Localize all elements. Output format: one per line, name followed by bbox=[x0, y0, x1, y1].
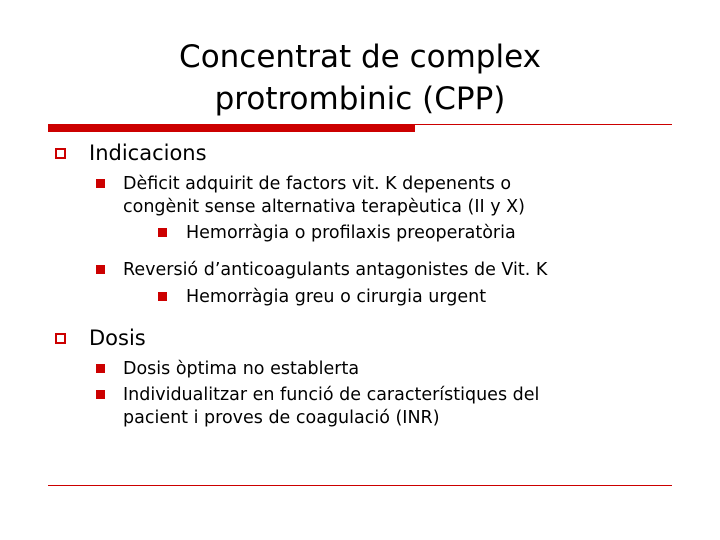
title-divider-thick bbox=[48, 124, 415, 132]
bullet-text-line: congènit sense alternativa terapèutica (II y X) bbox=[123, 197, 525, 217]
title-line-2: protrombinic (CPP) bbox=[214, 81, 506, 117]
section-heading-dosis: Dosis bbox=[89, 326, 146, 350]
title-line-1: Concentrat de complex bbox=[179, 39, 541, 75]
filled-square-bullet-icon bbox=[96, 179, 105, 188]
bullet-text-line: pacient i proves de coagulació (INR) bbox=[123, 408, 440, 428]
filled-square-bullet-icon bbox=[158, 228, 167, 237]
filled-square-bullet-icon bbox=[158, 292, 167, 301]
bullet-text-line: Dosis òptima no establerta bbox=[123, 359, 360, 379]
title-divider-thin bbox=[415, 124, 672, 125]
section-heading-indicacions: Indicacions bbox=[89, 141, 207, 165]
sub-bullet-text: Hemorràgia greu o cirurgia urgent bbox=[186, 287, 487, 307]
filled-square-bullet-icon bbox=[96, 390, 105, 399]
filled-square-bullet-icon bbox=[96, 364, 105, 373]
slide-title bbox=[0, 36, 720, 120]
footer-divider bbox=[48, 485, 672, 486]
hollow-square-bullet-icon bbox=[55, 148, 66, 159]
bullet-text-line: Individualitzar en funció de característiques del bbox=[123, 385, 540, 405]
hollow-square-bullet-icon bbox=[55, 333, 66, 344]
bullet-text-line: Reversió d’anticoagulants antagonistes de Vit. K bbox=[123, 260, 548, 280]
filled-square-bullet-icon bbox=[96, 265, 105, 274]
sub-bullet-text: Hemorràgia o profilaxis preoperatòria bbox=[186, 223, 516, 243]
bullet-text-line: Dèficit adquirit de factors vit. K depenents o bbox=[123, 174, 512, 194]
